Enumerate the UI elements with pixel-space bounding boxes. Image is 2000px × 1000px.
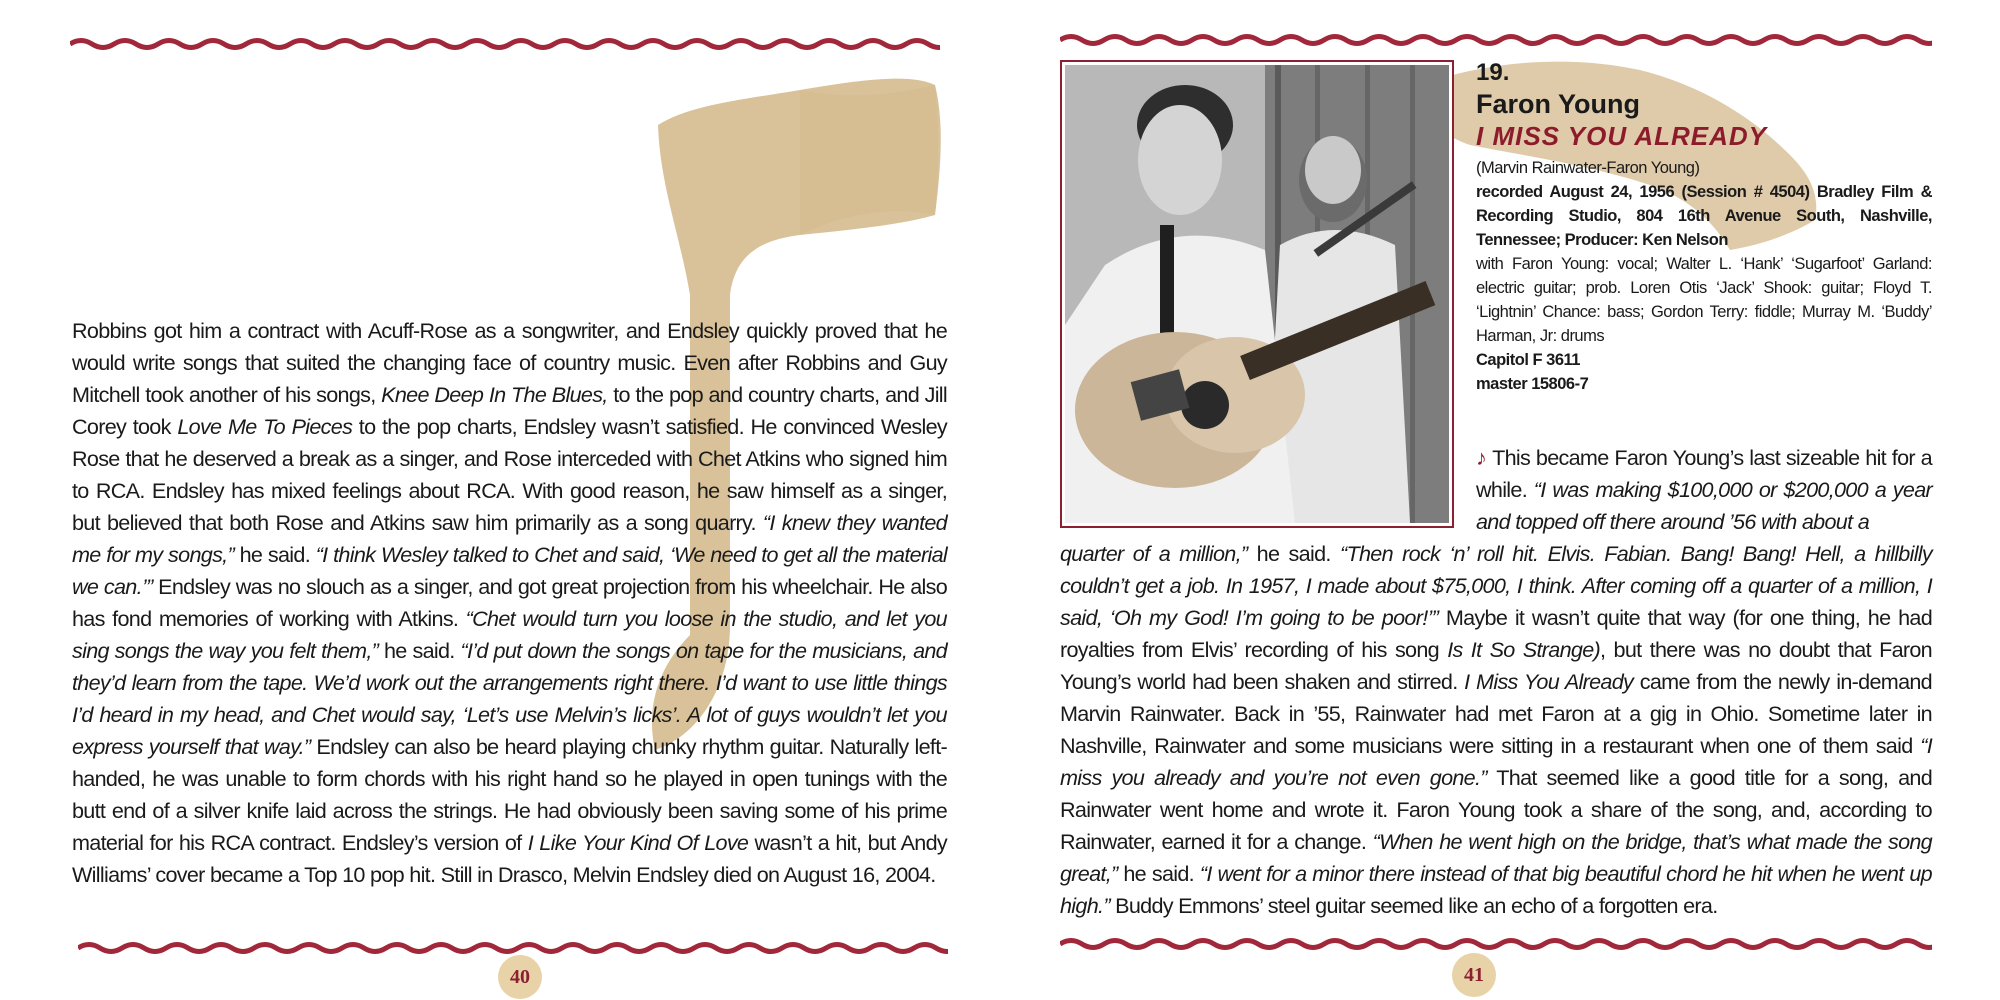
artist-photo	[1060, 60, 1454, 528]
italic-quote: “I knew they wanted me for my songs,”	[72, 510, 947, 567]
italic-quote: I Like Your Kind Of Love	[527, 830, 749, 855]
right-paragraph-text: quarter of a million,” he said. “Then rock ‘n’ roll hit. Elvis. Fabian. Bang! Bang! Hell, a hillbilly couldn’t get a job. In 1957, I made about $75,000, I think. After coming off a quarter of a million, I said, ‘Oh my God! I’m going to be poor!’” Maybe it wasn’t quite that way (for one thing, he had royalties from Elvis’ recording of his song Is It So Strange), but there was no doubt that Faron Young’s world had been shaken and stirred. I Miss You Already came from the newly in-demand Marvin Rainwater. Back in ’55, Rainwater had met Faron at a gig in Ohio. Sometime later in Nashville, Rainwater and some musicians were sitting in a restaurant when one of them said “I miss you already and you’re not even gone.” That seemed like a good title for a song, and Rainwater went home and wrote it. Faron Young took a share of the song, and, according to Rainwater, earned it for a change. “When he went high on the bridge, that’s what made the song great,” he said. “I went for a minor there instead of that big beautiful chord he hit when he went up high.” Buddy Emmons’ steel guitar seemed like an echo of a forgotten era.	[1060, 541, 1933, 918]
italic-quote: “Chet would turn you loose in the studio, and let you sing songs the way you felt them,”	[72, 606, 947, 663]
italic-quote: “When he went high on the bridge, that’s what made the song great,”	[1060, 829, 1932, 886]
italic-quote: “Then rock ‘n’ roll hit. Elvis. Fabian. Bang! Bang! Hell, a hillbilly couldn’t get a job. In 1957, I made about $75,000, I think. After coming off a quarter of a million, I said, ‘Oh my God! I’m going to be poor!’”	[1060, 541, 1932, 630]
right-body-paragraph	[1060, 538, 1932, 922]
recording-details: recorded August 24, 1956 (Session # 4504) Bradley Film & Recording Studio, 804 16th Avenue South, Nashville, Tennessee; Producer: Ken Nelson	[1476, 183, 1932, 249]
left-paragraph-text: Robbins got him a contract with Acuff-Rose as a songwriter, and Endsley quickly proved that he would write songs that suited the changing face of country music. Even after Robbins and Guy Mitchell took another of his songs, Knee Deep In The Blues, to the pop and country charts, and Jill Corey took Love Me To Pieces to the pop charts, Endsley wasn’t satisfied. He convinced Wesley Rose that he deserved a break as a singer, and Rose interceded with Chet Atkins who signed him to RCA. Endsley has mixed feelings about RCA. With good reason, he saw himself as a singer, but believed that both Rose and Atkins saw him primarily as a song quarry. “I knew they wanted me for my songs,” he said. “I think Wesley talked to Chet and said, ‘We need to get all the material we can.’” Endsley was no slouch as a singer, and got great projection from his wheelchair. He also has fond memories of working with Atkins. “Chet would turn you loose in the studio, and let you sing songs the way you felt them,” he said. “I’d put down the songs on tape for the musicians, and they’d learn from the tape. We’d work out the arrangements right there. I’d want to use little things I’d heard in my head, and Chet would say, ‘Let’s use Melvin’s licks’. A lot of guys wouldn’t let you express yourself that way.” Endsley can also be heard playing chunky rhythm guitar. Naturally left-handed, he was unable to form chords with his right hand so he played in open tunings with the butt end of a silver knife laid across the strings. He had obviously been saving some of his prime material for his RCA contract. Endsley’s version of I Like Your Kind Of Love wasn’t a hit, but Andy Williams’ cover became a Top 10 pop hit. Still in Drasco, Melvin Endsley died on August 16, 2004.	[72, 318, 948, 887]
italic-quote: Love Me To Pieces	[177, 414, 353, 439]
master-number: master 15806-7	[1476, 375, 1589, 393]
personnel: with Faron Young: vocal; Walter L. ‘Hank’ ‘Sugarfoot’ Garland: electric guitar; prob. Loren Otis ‘Jack’ Shook: guitar; Floyd T. ‘Lightnin’ Chance: bass; Gordon Terry: fiddle; Murray M. ‘Buddy’ Harman, Jr: drums	[1476, 255, 1932, 345]
page-number: 40	[498, 955, 542, 999]
top-wave-divider	[70, 36, 940, 52]
italic-quote: I Miss You Already	[1464, 669, 1634, 694]
right-page	[1000, 0, 2000, 1000]
italic-quote: quarter of a million,”	[1060, 541, 1248, 566]
italic-quote: “I miss you already and you’re not even gone.”	[1060, 733, 1932, 790]
right-paragraph-top-text: ♪ This became Faron Young’s last sizeable hit for a while. “I was making $100,000 or $200,000 a year and topped off there around ’56 with about a	[1476, 442, 1932, 538]
catalog-number: Capitol F 3611	[1476, 351, 1580, 369]
left-body-paragraph	[72, 315, 947, 891]
song-title: I MISS YOU ALREADY	[1476, 121, 1768, 151]
italic-quote: “I was making $100,000 or $200,000 a year and topped off there around ’56 with about a	[1476, 477, 1932, 534]
italic-quote: “I’d put down the songs on tape for the musicians, and they’d learn from the tape. We’d work out the arrangements right there. I’d want to use little things I’d heard in my head, and Chet would say, ‘Let’s use Melvin’s licks’. A lot of guys wouldn’t let you express yourself that way.”	[72, 638, 947, 759]
right-body-paragraph-top	[1476, 442, 1932, 538]
songwriters: (Marvin Rainwater-Faron Young)	[1476, 159, 1700, 177]
track-number: 19.	[1476, 59, 1510, 86]
bottom-wave-divider	[1060, 936, 1932, 952]
track-info	[1476, 58, 1932, 396]
italic-quote: “I went for a minor there instead of that big beautiful chord he hit when he went up high.”	[1060, 861, 1932, 918]
italic-quote: Knee Deep In The Blues,	[381, 382, 608, 407]
italic-quote: “I think Wesley talked to Chet and said, ‘We need to get all the material we can.’”	[72, 542, 947, 599]
artist-name: Faron Young	[1476, 89, 1640, 119]
page-number: 41	[1452, 953, 1496, 997]
bottom-wave-divider	[78, 940, 948, 956]
music-note-icon: ♪	[1476, 445, 1487, 470]
italic-quote: Is It So Strange)	[1447, 637, 1601, 662]
